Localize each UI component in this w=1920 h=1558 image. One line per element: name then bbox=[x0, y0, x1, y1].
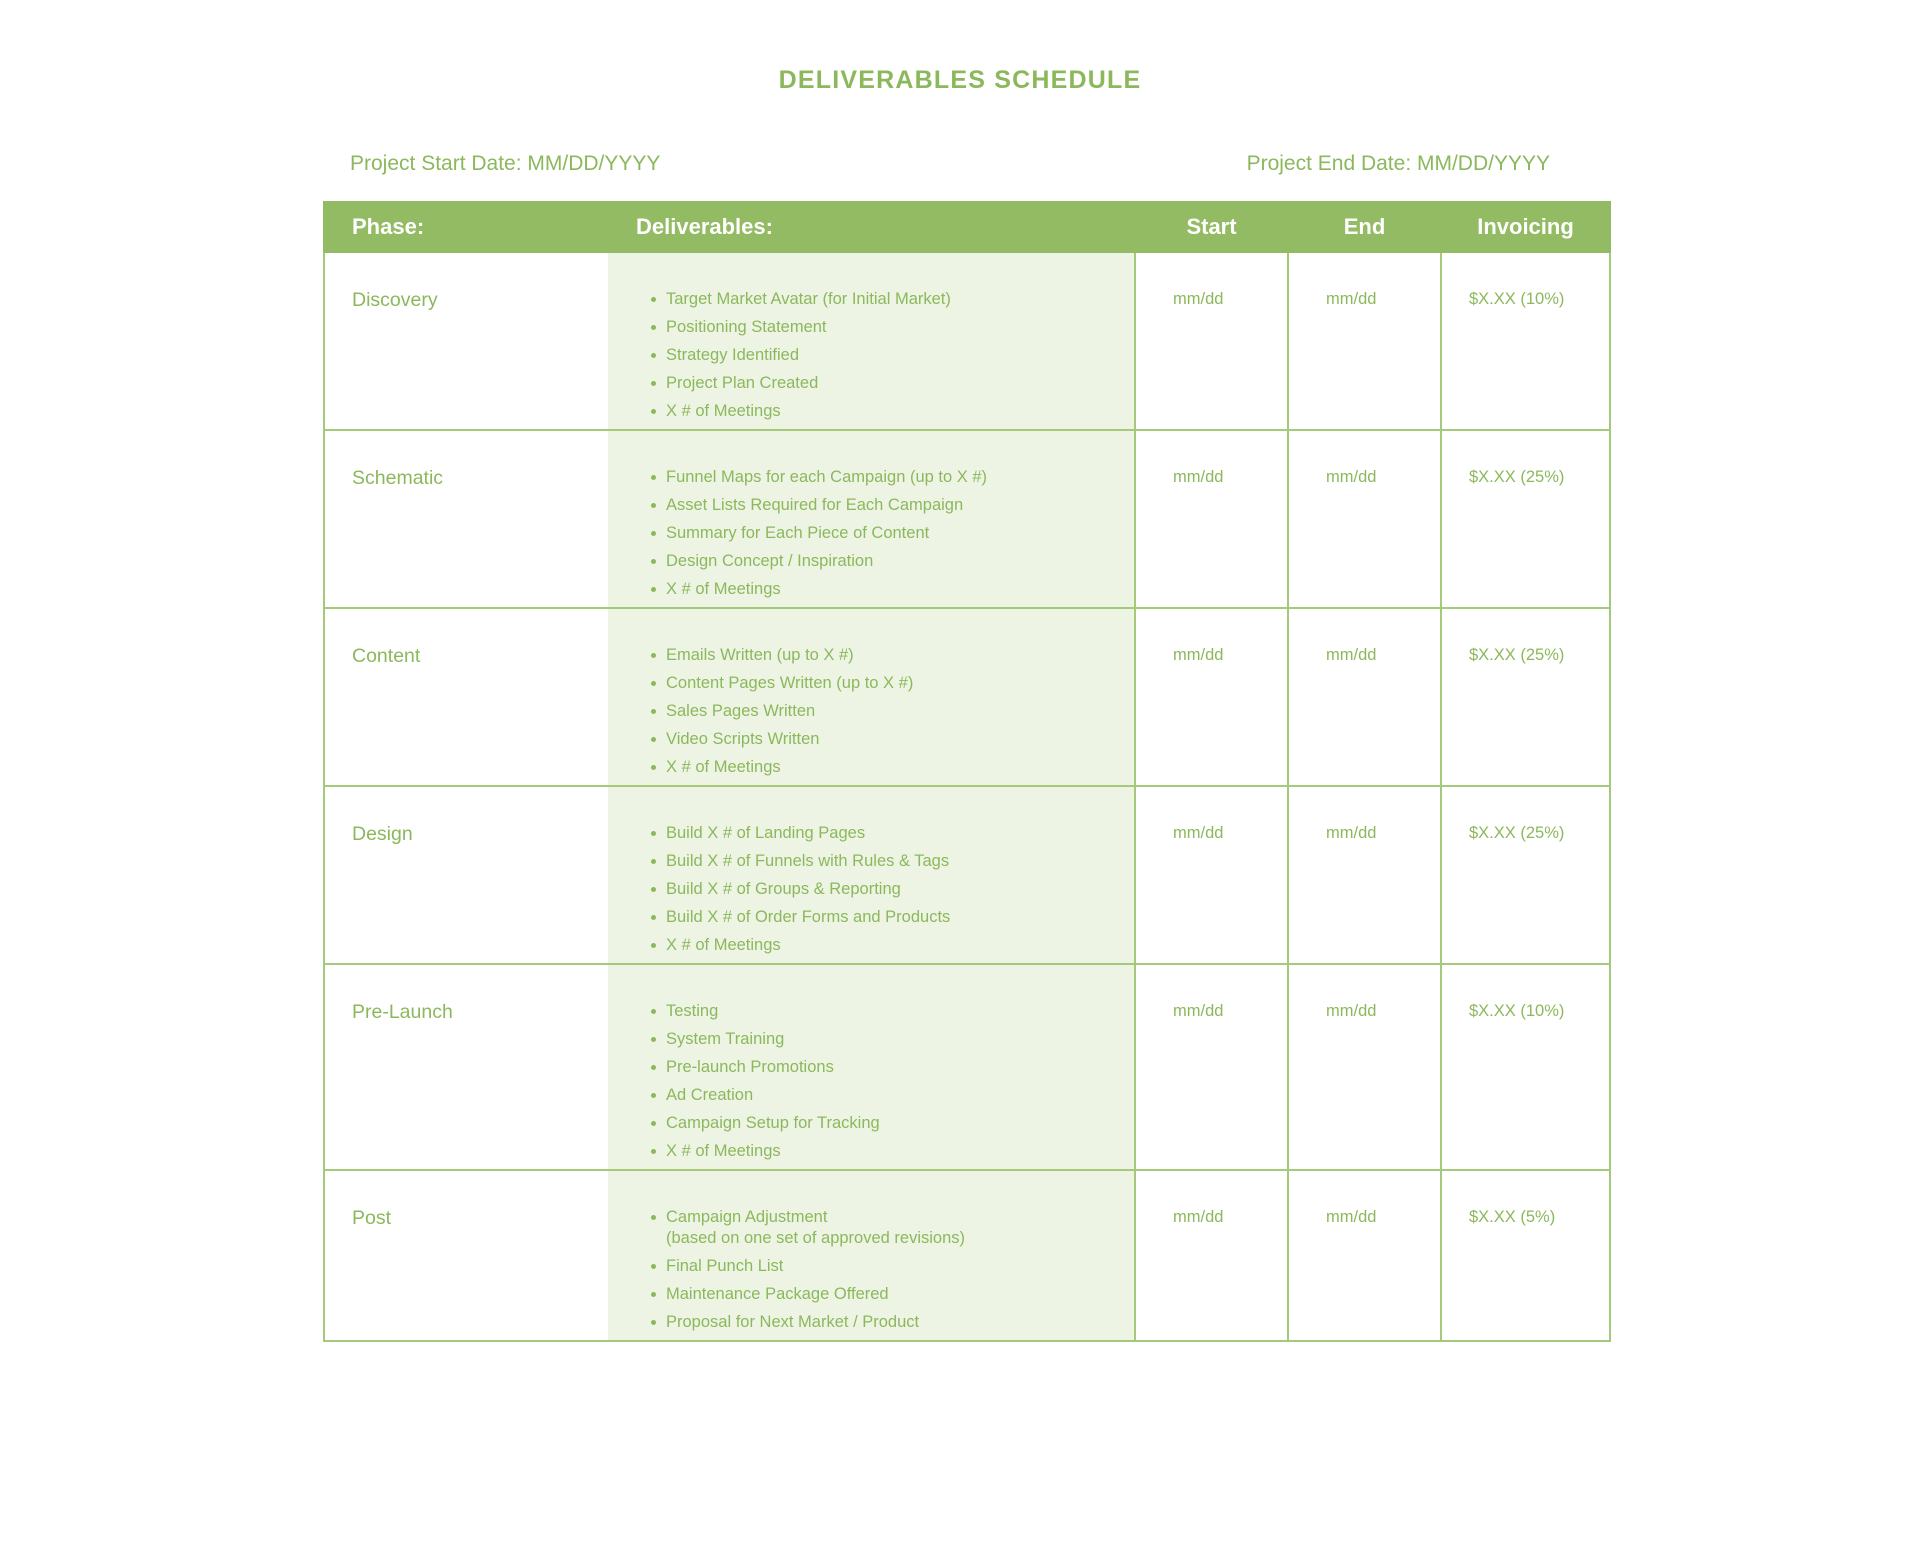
deliverable-text: Summary for Each Piece of Content bbox=[666, 524, 930, 542]
header-end: End bbox=[1288, 202, 1441, 252]
list-item bbox=[666, 1001, 1134, 1022]
list-item bbox=[666, 851, 1134, 872]
list-item bbox=[666, 495, 1134, 516]
list-item bbox=[666, 523, 1134, 544]
phase-cell: Discovery bbox=[324, 252, 608, 430]
invoicing-cell: $X.XX (5%) bbox=[1441, 1170, 1610, 1341]
list-item bbox=[666, 935, 1134, 956]
deliverables-cell bbox=[608, 1170, 1135, 1341]
deliverable-text: Positioning Statement bbox=[666, 318, 827, 336]
table-row bbox=[324, 430, 1610, 608]
deliverables-cell bbox=[608, 252, 1135, 430]
page-title: DELIVERABLES SCHEDULE bbox=[778, 66, 1142, 94]
list-item bbox=[666, 1207, 1134, 1249]
deliverables-list bbox=[608, 645, 1134, 778]
list-item bbox=[666, 1256, 1134, 1277]
deliverable-text: X # of Meetings bbox=[666, 1142, 781, 1160]
list-item bbox=[666, 879, 1134, 900]
list-item bbox=[666, 1085, 1134, 1106]
deliverables-cell bbox=[608, 430, 1135, 608]
deliverables-list bbox=[608, 467, 1134, 600]
deliverable-text: Target Market Avatar (for Initial Market) bbox=[666, 290, 951, 308]
list-item bbox=[666, 907, 1134, 928]
invoicing-cell: $X.XX (25%) bbox=[1441, 786, 1610, 964]
deliverable-text: Strategy Identified bbox=[666, 346, 799, 364]
table-row bbox=[324, 608, 1610, 786]
header-deliverables: Deliverables: bbox=[608, 202, 1135, 252]
list-item bbox=[666, 1113, 1134, 1134]
end-date-cell: mm/dd bbox=[1288, 1170, 1441, 1341]
end-date-cell: mm/dd bbox=[1288, 252, 1441, 430]
list-item bbox=[666, 401, 1134, 422]
list-item bbox=[666, 551, 1134, 572]
deliverables-list bbox=[608, 1207, 1134, 1333]
invoicing-cell: $X.XX (25%) bbox=[1441, 608, 1610, 786]
list-item bbox=[666, 1057, 1134, 1078]
deliverables-list bbox=[608, 1001, 1134, 1162]
phase-cell: Content bbox=[324, 608, 608, 786]
start-date-cell: mm/dd bbox=[1135, 252, 1288, 430]
project-end-date: Project End Date: MM/DD/YYYY bbox=[1246, 152, 1550, 175]
list-item bbox=[666, 1312, 1134, 1333]
deliverable-text: Content Pages Written (up to X #) bbox=[666, 674, 914, 692]
deliverables-list bbox=[608, 823, 1134, 956]
deliverable-text: X # of Meetings bbox=[666, 580, 781, 598]
deliverable-text: Maintenance Package Offered bbox=[666, 1285, 889, 1303]
table-row bbox=[324, 786, 1610, 964]
deliverable-text: Video Scripts Written bbox=[666, 730, 820, 748]
deliverable-text: Design Concept / Inspiration bbox=[666, 552, 874, 570]
deliverable-text: Sales Pages Written bbox=[666, 702, 816, 720]
list-item bbox=[666, 579, 1134, 600]
list-item bbox=[666, 729, 1134, 750]
deliverable-text: Campaign Adjustment bbox=[666, 1208, 828, 1226]
table-body bbox=[324, 252, 1610, 1341]
table-header-row bbox=[324, 202, 1610, 252]
deliverable-text: System Training bbox=[666, 1030, 785, 1048]
list-item bbox=[666, 345, 1134, 366]
list-item bbox=[666, 373, 1134, 394]
list-item bbox=[666, 701, 1134, 722]
phase-cell: Design bbox=[324, 786, 608, 964]
list-item bbox=[666, 1141, 1134, 1162]
end-date-cell: mm/dd bbox=[1288, 608, 1441, 786]
deliverable-text: Proposal for Next Market / Product bbox=[666, 1313, 920, 1331]
table-row bbox=[324, 964, 1610, 1170]
deliverable-text: X # of Meetings bbox=[666, 936, 781, 954]
start-date-cell: mm/dd bbox=[1135, 430, 1288, 608]
list-item bbox=[666, 289, 1134, 310]
project-start-date: Project Start Date: MM/DD/YYYY bbox=[350, 152, 661, 175]
deliverables-cell bbox=[608, 608, 1135, 786]
deliverable-text: Ad Creation bbox=[666, 1086, 754, 1104]
table-row bbox=[324, 1170, 1610, 1341]
phase-cell: Schematic bbox=[324, 430, 608, 608]
deliverable-text: Testing bbox=[666, 1002, 719, 1020]
deliverable-text: Build X # of Order Forms and Products bbox=[666, 908, 951, 926]
start-date-cell: mm/dd bbox=[1135, 964, 1288, 1170]
header-start: Start bbox=[1135, 202, 1288, 252]
list-item bbox=[666, 823, 1134, 844]
end-date-cell: mm/dd bbox=[1288, 430, 1441, 608]
end-date-cell: mm/dd bbox=[1288, 964, 1441, 1170]
table-row bbox=[324, 252, 1610, 430]
deliverable-text: Build X # of Groups & Reporting bbox=[666, 880, 901, 898]
deliverable-text: Emails Written (up to X #) bbox=[666, 646, 854, 664]
phase-cell: Pre-Launch bbox=[324, 964, 608, 1170]
header-invoicing: Invoicing bbox=[1441, 202, 1610, 252]
deliverable-text: Project Plan Created bbox=[666, 374, 819, 392]
deliverables-cell bbox=[608, 964, 1135, 1170]
list-item bbox=[666, 467, 1134, 488]
phase-cell: Post bbox=[324, 1170, 608, 1341]
end-date-cell: mm/dd bbox=[1288, 786, 1441, 964]
invoicing-cell: $X.XX (25%) bbox=[1441, 430, 1610, 608]
deliverable-text: Funnel Maps for each Campaign (up to X #) bbox=[666, 468, 988, 486]
deliverable-text: Build X # of Landing Pages bbox=[666, 824, 866, 842]
deliverable-text: Pre-launch Promotions bbox=[666, 1058, 834, 1076]
invoicing-cell: $X.XX (10%) bbox=[1441, 252, 1610, 430]
deliverable-note: (based on one set of approved revisions) bbox=[666, 1229, 966, 1247]
deliverable-text: Final Punch List bbox=[666, 1257, 784, 1275]
start-date-cell: mm/dd bbox=[1135, 608, 1288, 786]
deliverable-text: Build X # of Funnels with Rules & Tags bbox=[666, 852, 950, 870]
deliverable-text: Campaign Setup for Tracking bbox=[666, 1114, 880, 1132]
deliverable-text: X # of Meetings bbox=[666, 758, 781, 776]
list-item bbox=[666, 317, 1134, 338]
list-item bbox=[666, 1029, 1134, 1050]
deliverables-cell bbox=[608, 786, 1135, 964]
start-date-cell: mm/dd bbox=[1135, 1170, 1288, 1341]
invoicing-cell: $X.XX (10%) bbox=[1441, 964, 1610, 1170]
deliverable-text: X # of Meetings bbox=[666, 402, 781, 420]
deliverables-list bbox=[608, 289, 1134, 422]
list-item bbox=[666, 1284, 1134, 1305]
list-item bbox=[666, 673, 1134, 694]
deliverables-table bbox=[323, 201, 1611, 1342]
start-date-cell: mm/dd bbox=[1135, 786, 1288, 964]
deliverable-text: Asset Lists Required for Each Campaign bbox=[666, 496, 964, 514]
list-item bbox=[666, 757, 1134, 778]
header-phase: Phase: bbox=[324, 202, 608, 252]
list-item bbox=[666, 645, 1134, 666]
